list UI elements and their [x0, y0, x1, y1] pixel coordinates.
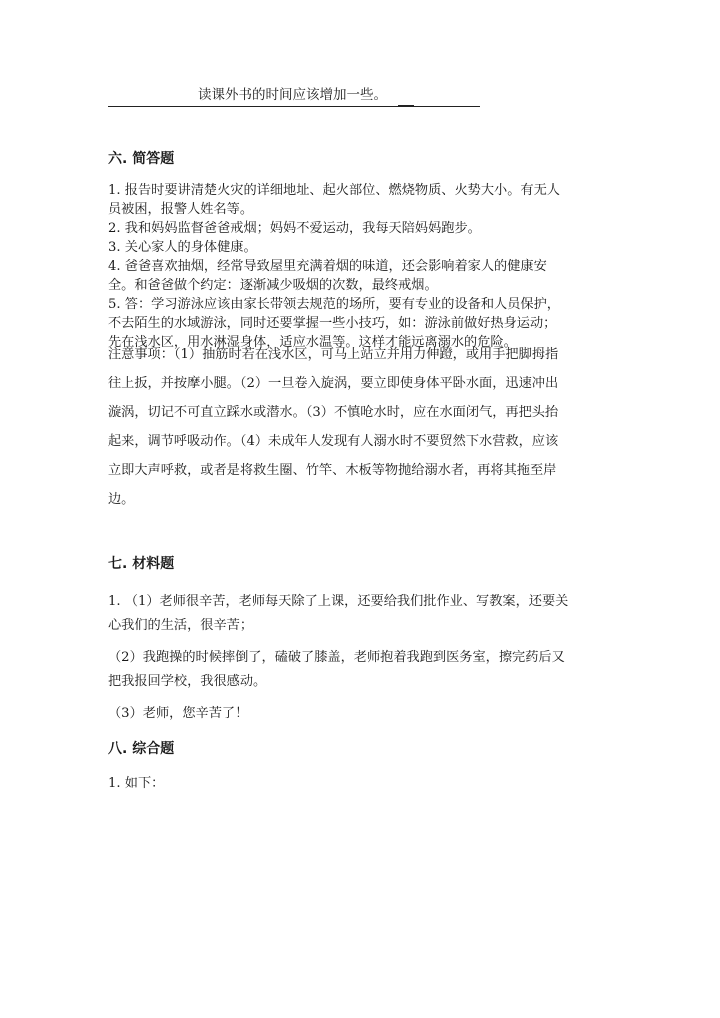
- answer-line: 2. 我和妈妈监督爸爸戒烟；妈妈不爱运动，我每天陪妈妈跑步。: [108, 221, 481, 236]
- answer-line: 先在浅水区，用水淋湿身体，适应水温等。这样才能远离溺水的危险。: [108, 335, 517, 350]
- section-6-heading: 六. 简答题: [108, 151, 175, 167]
- fill-blank-answer-text: 读课外书的时间应该增加一些。: [198, 87, 387, 103]
- answer-line: 3. 关心家人的身体健康。: [108, 240, 257, 255]
- section-7-heading: 七. 材料题: [108, 556, 175, 572]
- material-line: 心我们的生活，很辛苦；: [108, 618, 254, 633]
- answer-line: 全。和爸爸做个约定：逐渐减少吸烟的次数，最终戒烟。: [108, 278, 438, 293]
- answer-line: 5. 答：学习游泳应该由家长带领去规范的场所，要有专业的设备和人员保护，: [108, 297, 560, 312]
- section-7-para-2: [108, 646, 618, 694]
- section-7-para-1: [108, 590, 618, 638]
- material-line: 把我报回学校，我很感动。: [108, 674, 267, 689]
- answer-line: 4. 爸爸喜欢抽烟，经常导致屋里充满着烟的味道，还会影响着家人的健康安: [108, 259, 547, 274]
- fill-blank-answer-line: [108, 88, 480, 107]
- notice-line: 往上扳，并按摩小腿。（2）一旦卷入旋涡，要立即使身体平卧水面，迅速冲出: [108, 376, 559, 391]
- notice-line: 立即大声呼救，或者是将救生圈、竹竿、木板等物抛给溺水者，再将其拖至岸: [108, 463, 557, 478]
- notice-line: 漩涡，切记不可直立踩水或潜水。（3）不慎呛水时，应在水面闭气，再把头抬: [108, 405, 559, 420]
- answer-line: 不去陌生的水域游泳，同时还要掌握一些小技巧，如：游泳前做好热身运动；: [108, 316, 557, 331]
- material-line: （2）我跑操的时候摔倒了，磕破了膝盖，老师抱着我跑到医务室，擦完药后又: [108, 650, 565, 665]
- safety-notice: [108, 340, 628, 514]
- section-7-para-3: [108, 702, 618, 726]
- answer-line: 员被困，报警人姓名等。: [108, 202, 254, 217]
- notice-line: 边。: [108, 492, 135, 507]
- material-line: （3）老师，您辛苦了！: [108, 706, 249, 721]
- section-8-item-1: [108, 774, 618, 793]
- comprehensive-item: 1. 如下：: [108, 776, 165, 791]
- notice-line: 注意事项：（1）抽筋时若在浅水区，可马上站立并用力伸蹬，或用手把脚拇指: [108, 347, 559, 362]
- section-8-heading: 八. 综合题: [108, 741, 175, 757]
- material-line: 1. （1）老师很辛苦，老师每天除了上课，还要给我们批作业、写教案，还要关: [108, 594, 569, 609]
- notice-line: 起来，调节呼吸动作。（4）未成年人发现有人溺水时不要贸然下水营救，应该: [108, 434, 559, 449]
- section-6-answers: [108, 181, 618, 352]
- blank-underscore: [398, 105, 414, 107]
- answer-line: 1. 报告时要讲清楚火灾的详细地址、起火部位、燃烧物质、火势大小。有无人: [108, 183, 560, 198]
